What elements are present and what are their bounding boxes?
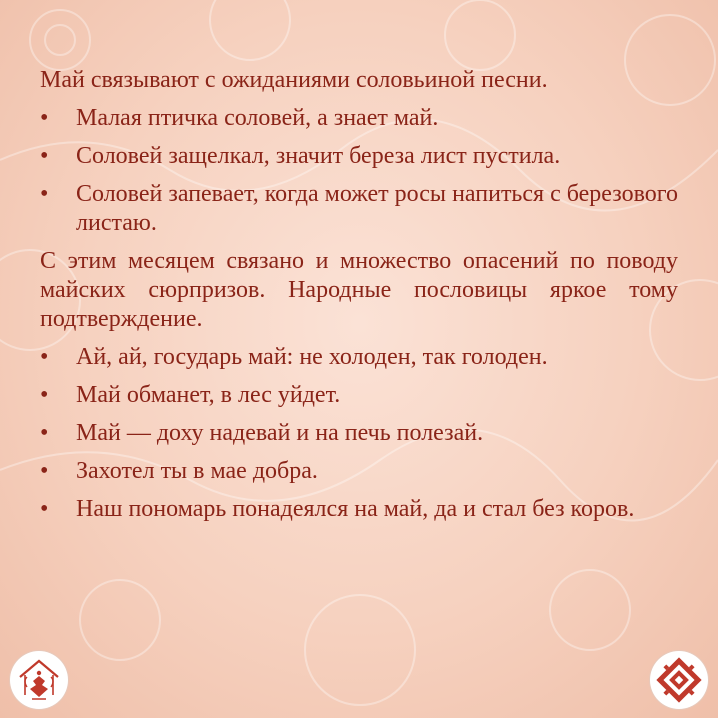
bullet-list-proverbs	[40, 343, 678, 524]
bullet-marker: •	[40, 382, 49, 408]
emblem-logo-left	[10, 651, 68, 709]
bullet-marker: •	[40, 105, 49, 131]
list-item: • Захотел ты в мае добра.	[40, 458, 318, 484]
bullet-marker: •	[40, 496, 49, 522]
list-item: • Малая птичка соловей, а знает май.	[40, 105, 439, 131]
list-item: • Май обманет, в лес уйдет.	[40, 382, 341, 408]
list-item: • Соловей защелкал, значит береза лист пустила.	[40, 143, 561, 169]
middle-paragraph: С этим месяцем связано и множество опасений по поводу майских сюрпризов. Народные пословицы яркое тому подтверждение.	[40, 248, 678, 332]
list-item: • Ай, ай, государь май: не холоден, так голоден.	[40, 344, 548, 370]
bullet-marker: •	[40, 143, 49, 169]
ornament-logo-right	[650, 651, 708, 709]
house-emblem-icon	[10, 651, 68, 709]
bullet-marker: •	[40, 181, 49, 207]
intro-paragraph: Май связывают с ожиданиями соловьиной песни.	[40, 67, 548, 93]
list-item: • Соловей запевает, когда может росы напиться с березового листаю.	[40, 181, 678, 236]
bullet-marker: •	[40, 458, 49, 484]
bullet-marker: •	[40, 344, 49, 370]
folk-ornament-icon	[650, 651, 708, 709]
list-item: • Наш пономарь понадеялся на май, да и стал без коров.	[40, 496, 635, 522]
bullet-list-nightingale	[40, 104, 678, 238]
list-item: • Май — доху надевай и на печь полезай.	[40, 420, 484, 446]
bullet-marker: •	[40, 420, 49, 446]
slide-content	[40, 66, 678, 533]
